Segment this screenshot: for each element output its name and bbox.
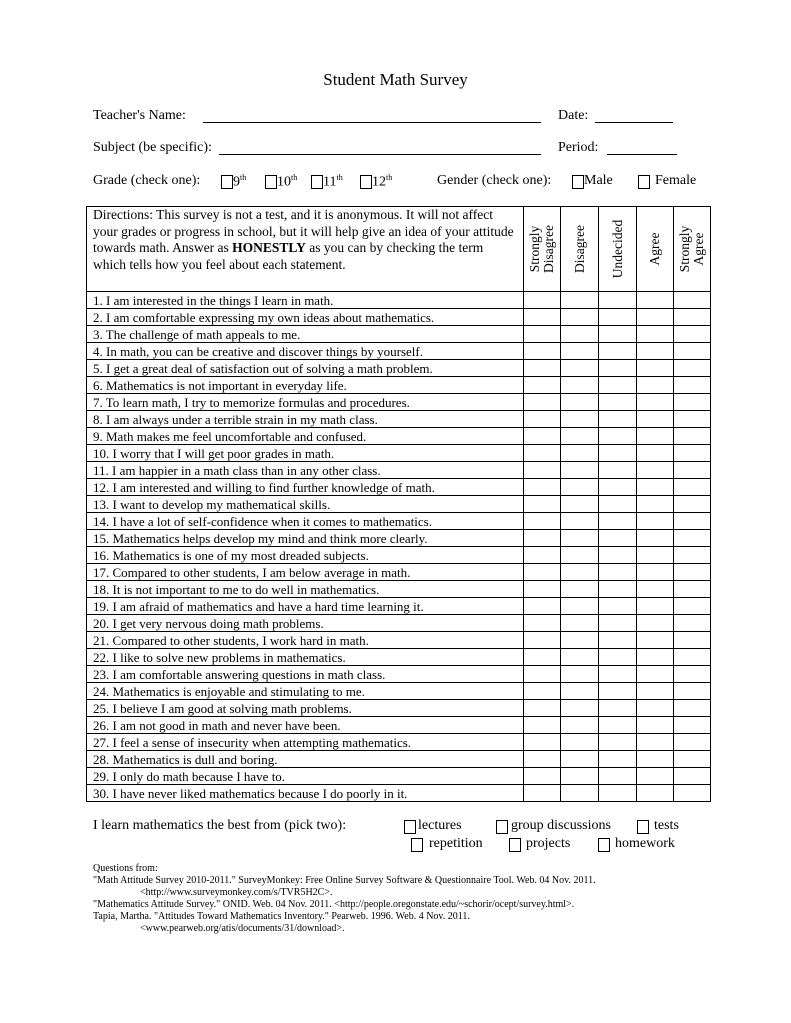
response-cell-undecided[interactable] [599,309,637,326]
response-cell-strongly-agree[interactable] [674,632,711,649]
response-cell-strongly-disagree[interactable] [524,785,561,802]
response-cell-disagree[interactable] [561,734,599,751]
question-row [87,394,711,411]
response-cell-strongly-disagree[interactable] [524,717,561,734]
response-cell-disagree[interactable] [561,428,599,445]
response-cell-strongly-agree[interactable] [674,547,711,564]
response-cell-strongly-disagree[interactable] [524,326,561,343]
question-text: 22. I like to solve new problems in mathematics. [87,649,524,666]
response-cell-disagree[interactable] [561,564,599,581]
period-field[interactable] [607,142,677,155]
response-cell-agree[interactable] [637,547,674,564]
projects-label: projects [526,836,571,851]
response-cell-strongly-disagree[interactable] [524,734,561,751]
response-cell-strongly-agree[interactable] [674,462,711,479]
repetition-checkbox[interactable] [411,838,423,852]
response-cell-agree[interactable] [637,581,674,598]
question-row [87,530,711,547]
response-cell-disagree[interactable] [561,326,599,343]
response-cell-strongly-agree[interactable] [674,581,711,598]
response-cell-undecided[interactable] [599,292,637,309]
response-cell-disagree[interactable] [561,445,599,462]
response-cell-disagree[interactable] [561,411,599,428]
response-cell-undecided[interactable] [599,428,637,445]
response-cell-disagree[interactable] [561,479,599,496]
response-cell-undecided[interactable] [599,411,637,428]
question-text: 18. It is not important to me to do well in mathematics. [87,581,524,598]
grade-12-label: 12th [372,173,393,190]
response-cell-disagree[interactable] [561,649,599,666]
question-row [87,564,711,581]
grade-11-label: 11th [323,173,343,190]
response-cell-strongly-agree[interactable] [674,785,711,802]
group-discussions-checkbox[interactable] [496,820,508,834]
references-heading: Questions from: [93,863,158,874]
column-header-agree: Agree [637,207,674,292]
response-cell-strongly-disagree[interactable] [524,530,561,547]
column-header-strongly-disagree: Strongly Disagree [524,207,561,292]
question-row [87,513,711,530]
response-cell-strongly-disagree[interactable] [524,632,561,649]
response-cell-strongly-agree[interactable] [674,564,711,581]
reference-3: Tapia, Martha. "Attitudes Toward Mathematics Inventory." Pearweb. 1996. Web. 4 Nov. 2011. [93,911,470,922]
response-cell-agree[interactable] [637,785,674,802]
response-cell-strongly-disagree[interactable] [524,394,561,411]
response-cell-agree[interactable] [637,717,674,734]
response-cell-strongly-disagree[interactable] [524,649,561,666]
response-cell-strongly-disagree[interactable] [524,700,561,717]
question-text: 17. Compared to other students, I am below average in math. [87,564,524,581]
question-row [87,683,711,700]
question-text: 12. I am interested and willing to find further knowledge of math. [87,479,524,496]
response-cell-undecided[interactable] [599,547,637,564]
response-cell-strongly-disagree[interactable] [524,377,561,394]
response-cell-strongly-agree[interactable] [674,751,711,768]
response-cell-undecided[interactable] [599,734,637,751]
response-cell-undecided[interactable] [599,649,637,666]
question-row [87,751,711,768]
response-cell-strongly-disagree[interactable] [524,428,561,445]
response-cell-strongly-disagree[interactable] [524,564,561,581]
response-cell-undecided[interactable] [599,564,637,581]
response-cell-strongly-agree[interactable] [674,326,711,343]
response-cell-disagree[interactable] [561,666,599,683]
response-cell-disagree[interactable] [561,343,599,360]
question-text: 8. I am always under a terrible strain in my math class. [87,411,524,428]
survey-header-row [87,207,711,292]
response-cell-agree[interactable] [637,445,674,462]
lectures-label: lectures [418,818,462,833]
response-cell-disagree[interactable] [561,768,599,785]
response-cell-strongly-agree[interactable] [674,496,711,513]
question-row [87,479,711,496]
response-cell-strongly-disagree[interactable] [524,547,561,564]
response-cell-strongly-disagree[interactable] [524,581,561,598]
teacher-name-field[interactable] [203,110,541,123]
grade-11-checkbox[interactable] [311,175,323,189]
response-cell-agree[interactable] [637,411,674,428]
column-header-strongly-agree: Strongly Agree [674,207,711,292]
response-cell-disagree[interactable] [561,309,599,326]
response-cell-undecided[interactable] [599,394,637,411]
response-cell-disagree[interactable] [561,785,599,802]
question-row [87,411,711,428]
response-cell-undecided[interactable] [599,768,637,785]
response-cell-strongly-agree[interactable] [674,445,711,462]
response-cell-disagree[interactable] [561,700,599,717]
gender-label: Gender (check one): [437,173,552,188]
question-text: 15. Mathematics helps develop my mind and think more clearly. [87,530,524,547]
response-cell-undecided[interactable] [599,785,637,802]
response-cell-strongly-agree[interactable] [674,377,711,394]
response-cell-agree[interactable] [637,377,674,394]
response-cell-undecided[interactable] [599,598,637,615]
response-cell-disagree[interactable] [561,360,599,377]
page-title: Student Math Survey [323,70,468,89]
response-cell-disagree[interactable] [561,717,599,734]
response-cell-disagree[interactable] [561,377,599,394]
period-label: Period: [558,140,599,155]
question-row [87,547,711,564]
response-cell-disagree[interactable] [561,683,599,700]
response-cell-disagree[interactable] [561,581,599,598]
grade-9-label: 9th [233,173,247,190]
response-cell-strongly-agree[interactable] [674,411,711,428]
question-row [87,768,711,785]
question-text: 26. I am not good in math and never have been. [87,717,524,734]
grade-10-label: 10th [277,173,298,190]
response-cell-undecided[interactable] [599,615,637,632]
response-cell-strongly-agree[interactable] [674,666,711,683]
grade-9-checkbox[interactable] [221,175,233,189]
homework-checkbox[interactable] [598,838,610,852]
response-cell-disagree[interactable] [561,496,599,513]
response-cell-strongly-agree[interactable] [674,615,711,632]
question-text: 28. Mathematics is dull and boring. [87,751,524,768]
reference-3-url: <www.pearweb.org/atis/documents/31/download>. [140,923,345,934]
response-cell-strongly-disagree[interactable] [524,445,561,462]
response-cell-disagree[interactable] [561,394,599,411]
date-field[interactable] [595,110,673,123]
question-text: 7. To learn math, I try to memorize formulas and procedures. [87,394,524,411]
repetition-label: repetition [429,836,483,851]
response-cell-strongly-disagree[interactable] [524,683,561,700]
question-text: 2. I am comfortable expressing my own ideas about mathematics. [87,309,524,326]
response-cell-undecided[interactable] [599,632,637,649]
question-row [87,292,711,309]
gender-male-checkbox[interactable] [572,175,584,189]
question-row [87,717,711,734]
response-cell-strongly-agree[interactable] [674,700,711,717]
column-header-disagree: Disagree [561,207,599,292]
question-text: 19. I am afraid of mathematics and have a hard time learning it. [87,598,524,615]
response-cell-strongly-disagree[interactable] [524,479,561,496]
response-cell-disagree[interactable] [561,547,599,564]
question-row [87,343,711,360]
question-text: 20. I get very nervous doing math problems. [87,615,524,632]
response-cell-undecided[interactable] [599,377,637,394]
response-cell-strongly-disagree[interactable] [524,462,561,479]
response-cell-strongly-disagree[interactable] [524,751,561,768]
question-text: 6. Mathematics is not important in everyday life. [87,377,524,394]
response-cell-disagree[interactable] [561,751,599,768]
question-text: 25. I believe I am good at solving math problems. [87,700,524,717]
response-cell-undecided[interactable] [599,700,637,717]
question-row [87,615,711,632]
response-cell-undecided[interactable] [599,530,637,547]
response-cell-strongly-agree[interactable] [674,683,711,700]
group-discussions-label: group discussions [511,818,611,833]
question-text: 4. In math, you can be creative and discover things by yourself. [87,343,524,360]
response-cell-strongly-agree[interactable] [674,479,711,496]
question-text: 30. I have never liked mathematics because I do poorly in it. [87,785,524,802]
response-cell-agree[interactable] [637,666,674,683]
response-cell-agree[interactable] [637,598,674,615]
response-cell-strongly-agree[interactable] [674,768,711,785]
response-cell-undecided[interactable] [599,496,637,513]
question-row [87,700,711,717]
response-cell-agree[interactable] [637,615,674,632]
question-text: 10. I worry that I will get poor grades in math. [87,445,524,462]
question-row [87,649,711,666]
response-cell-agree[interactable] [637,734,674,751]
response-cell-strongly-disagree[interactable] [524,768,561,785]
gender-female-label: Female [655,173,697,188]
response-cell-strongly-disagree[interactable] [524,496,561,513]
question-text: 24. Mathematics is enjoyable and stimulating to me. [87,683,524,700]
question-text: 11. I am happier in a math class than in any other class. [87,462,524,479]
learn-prompt: I learn mathematics the best from (pick two): [93,818,347,833]
response-cell-strongly-agree[interactable] [674,309,711,326]
question-row [87,734,711,751]
response-cell-agree[interactable] [637,343,674,360]
response-cell-undecided[interactable] [599,513,637,530]
date-label: Date: [558,108,589,123]
response-cell-strongly-agree[interactable] [674,734,711,751]
question-row [87,360,711,377]
response-cell-undecided[interactable] [599,751,637,768]
survey-table [86,206,711,802]
subject-label: Subject (be specific): [93,140,212,155]
question-text: 23. I am comfortable answering questions in math class. [87,666,524,683]
gender-female-checkbox[interactable] [638,175,650,189]
response-cell-undecided[interactable] [599,343,637,360]
response-cell-undecided[interactable] [599,581,637,598]
question-text: 29. I only do math because I have to. [87,768,524,785]
response-cell-strongly-disagree[interactable] [524,411,561,428]
response-cell-undecided[interactable] [599,326,637,343]
question-row [87,326,711,343]
response-cell-agree[interactable] [637,309,674,326]
response-cell-disagree[interactable] [561,530,599,547]
question-text: 9. Math makes me feel uncomfortable and confused. [87,428,524,445]
response-cell-agree[interactable] [637,683,674,700]
response-cell-undecided[interactable] [599,445,637,462]
response-cell-undecided[interactable] [599,717,637,734]
response-cell-agree[interactable] [637,360,674,377]
question-row [87,666,711,683]
response-cell-undecided[interactable] [599,666,637,683]
response-cell-agree[interactable] [637,496,674,513]
response-cell-strongly-agree[interactable] [674,343,711,360]
question-row [87,309,711,326]
response-cell-undecided[interactable] [599,479,637,496]
response-cell-disagree[interactable] [561,632,599,649]
tests-label: tests [654,818,679,833]
column-header-undecided: Undecided [599,207,637,292]
tests-checkbox[interactable] [637,820,649,834]
question-text: 1. I am interested in the things I learn in math. [87,292,524,309]
directions-cell: Directions: This survey is not a test, and it is anonymous. It will not affect your grades or progress in school, but it will help give an idea of your attitude towards math. Answer as HONESTLY as you can by checking the term which tells how you feel about each statement. [87,207,524,292]
response-cell-agree[interactable] [637,428,674,445]
gender-male-label: Male [584,173,613,188]
grade-12-checkbox[interactable] [360,175,372,189]
response-cell-agree[interactable] [637,632,674,649]
response-cell-strongly-disagree[interactable] [524,360,561,377]
response-cell-disagree[interactable] [561,615,599,632]
response-cell-strongly-disagree[interactable] [524,666,561,683]
response-cell-agree[interactable] [637,768,674,785]
reference-1: "Math Attitude Survey 2010-2011." SurveyMonkey: Free Online Survey Software & Questionnaire Tool. Web. 04 Nov. 2011. [93,875,596,886]
response-cell-agree[interactable] [637,326,674,343]
response-cell-agree[interactable] [637,394,674,411]
response-cell-agree[interactable] [637,513,674,530]
question-text: 16. Mathematics is one of my most dreaded subjects. [87,547,524,564]
question-text: 27. I feel a sense of insecurity when attempting mathematics. [87,734,524,751]
question-row [87,377,711,394]
response-cell-agree[interactable] [637,292,674,309]
question-text: 21. Compared to other students, I work hard in math. [87,632,524,649]
response-cell-strongly-agree[interactable] [674,513,711,530]
question-row [87,496,711,513]
question-row [87,445,711,462]
response-cell-disagree[interactable] [561,462,599,479]
response-cell-strongly-agree[interactable] [674,717,711,734]
grade-10-checkbox[interactable] [265,175,277,189]
question-row [87,581,711,598]
question-row [87,785,711,802]
grade-label: Grade (check one): [93,173,201,188]
response-cell-undecided[interactable] [599,683,637,700]
response-cell-strongly-agree[interactable] [674,292,711,309]
subject-field[interactable] [219,142,541,155]
response-cell-strongly-agree[interactable] [674,360,711,377]
response-cell-strongly-disagree[interactable] [524,598,561,615]
response-cell-undecided[interactable] [599,360,637,377]
response-cell-undecided[interactable] [599,462,637,479]
question-row [87,632,711,649]
response-cell-agree[interactable] [637,530,674,547]
response-cell-strongly-agree[interactable] [674,394,711,411]
response-cell-strongly-disagree[interactable] [524,615,561,632]
response-cell-agree[interactable] [637,462,674,479]
question-row [87,462,711,479]
response-cell-disagree[interactable] [561,513,599,530]
response-cell-strongly-agree[interactable] [674,428,711,445]
response-cell-agree[interactable] [637,649,674,666]
homework-label: homework [615,836,675,851]
response-cell-strongly-disagree[interactable] [524,343,561,360]
question-text: 14. I have a lot of self-confidence when it comes to mathematics. [87,513,524,530]
response-cell-agree[interactable] [637,479,674,496]
lectures-checkbox[interactable] [404,820,416,834]
question-text: 3. The challenge of math appeals to me. [87,326,524,343]
response-cell-strongly-agree[interactable] [674,530,711,547]
response-cell-strongly-disagree[interactable] [524,513,561,530]
teacher-name-label: Teacher's Name: [93,108,186,123]
response-cell-agree[interactable] [637,700,674,717]
response-cell-strongly-agree[interactable] [674,649,711,666]
response-cell-strongly-agree[interactable] [674,598,711,615]
projects-checkbox[interactable] [509,838,521,852]
response-cell-disagree[interactable] [561,598,599,615]
response-cell-strongly-disagree[interactable] [524,309,561,326]
question-text: 13. I want to develop my mathematical skills. [87,496,524,513]
question-text: 5. I get a great deal of satisfaction out of solving a math problem. [87,360,524,377]
response-cell-disagree[interactable] [561,292,599,309]
reference-2: "Mathematics Attitude Survey." ONID. Web. 04 Nov. 2011. <http://people.oregonstate.edu/~schorir/ocept/survey.html>. [93,899,575,910]
response-cell-agree[interactable] [637,751,674,768]
response-cell-strongly-disagree[interactable] [524,292,561,309]
question-row [87,598,711,615]
question-row [87,428,711,445]
reference-1-url: <http://www.surveymonkey.com/s/TVR5H2C>. [140,887,333,898]
response-cell-agree[interactable] [637,564,674,581]
